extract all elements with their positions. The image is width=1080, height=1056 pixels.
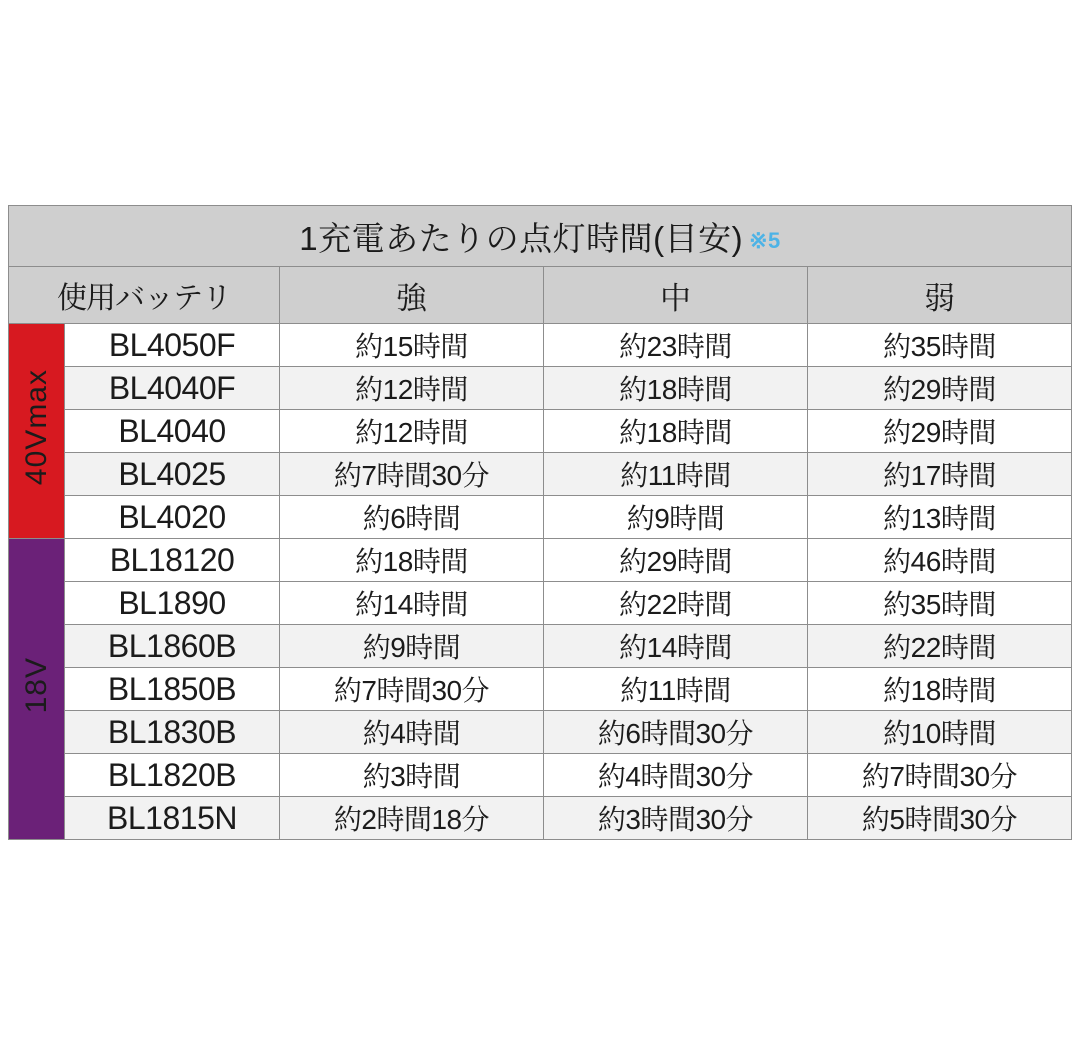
runtime-mid: 約6時間30分 [544,711,808,754]
runtime-mid: 約11時間 [544,668,808,711]
table-title-cell [9,206,1072,267]
runtime-mid: 約14時間 [544,625,808,668]
runtime-low: 約29時間 [808,410,1072,453]
runtime-high: 約3時間 [280,754,544,797]
table-header-row [9,267,1072,324]
runtime-mid: 約22時間 [544,582,808,625]
runtime-high: 約6時間 [280,496,544,539]
battery-model: BL4020 [65,496,280,539]
runtime-low: 約13時間 [808,496,1072,539]
battery-model: BL1820B [65,754,280,797]
battery-model: BL1850B [65,668,280,711]
table-row [9,711,1072,754]
table-title-row [9,206,1072,267]
runtime-low: 約7時間30分 [808,754,1072,797]
table-row [9,539,1072,582]
table-row [9,625,1072,668]
battery-model: BL1815N [65,797,280,840]
table-row [9,668,1072,711]
table-title-text: 1充電あたりの点灯時間(目安) [299,219,744,257]
table-row [9,324,1072,367]
table-row [9,410,1072,453]
header-mode-mid: 中 [544,267,808,324]
table-row [9,453,1072,496]
runtime-mid: 約23時間 [544,324,808,367]
lighting-time-table-wrap [8,205,1072,840]
runtime-low: 約5時間30分 [808,797,1072,840]
runtime-high: 約12時間 [280,367,544,410]
runtime-low: 約10時間 [808,711,1072,754]
header-mode-high: 強 [280,267,544,324]
runtime-low: 約35時間 [808,582,1072,625]
runtime-mid: 約9時間 [544,496,808,539]
header-battery: 使用バッテリ [9,267,280,324]
runtime-low: 約29時間 [808,367,1072,410]
battery-model: BL1860B [65,625,280,668]
runtime-high: 約7時間30分 [280,453,544,496]
runtime-high: 約7時間30分 [280,668,544,711]
runtime-low: 約18時間 [808,668,1072,711]
runtime-high: 約4時間 [280,711,544,754]
runtime-low: 約17時間 [808,453,1072,496]
runtime-mid: 約3時間30分 [544,797,808,840]
table-row [9,496,1072,539]
runtime-mid: 約18時間 [544,367,808,410]
battery-model: BL4050F [65,324,280,367]
battery-model: BL1890 [65,582,280,625]
runtime-high: 約2時間18分 [280,797,544,840]
battery-model: BL1830B [65,711,280,754]
runtime-high: 約15時間 [280,324,544,367]
runtime-low: 約46時間 [808,539,1072,582]
group-label-40vmax-text: 40Vmax [19,368,53,486]
runtime-high: 約14時間 [280,582,544,625]
group-label-18v-text: 18V [19,656,53,714]
group-label-18v [9,539,65,840]
runtime-mid: 約18時間 [544,410,808,453]
table-row [9,367,1072,410]
runtime-mid: 約4時間30分 [544,754,808,797]
runtime-mid: 約29時間 [544,539,808,582]
runtime-mid: 約11時間 [544,453,808,496]
group-label-40vmax [9,324,65,539]
battery-model: BL4025 [65,453,280,496]
runtime-low: 約35時間 [808,324,1072,367]
table-row [9,582,1072,625]
battery-model: BL4040 [65,410,280,453]
lighting-time-table [8,205,1072,840]
runtime-high: 約9時間 [280,625,544,668]
battery-model: BL18120 [65,539,280,582]
battery-model: BL4040F [65,367,280,410]
runtime-high: 約12時間 [280,410,544,453]
runtime-low: 約22時間 [808,625,1072,668]
footnote-marker: ※5 [749,227,781,253]
runtime-high: 約18時間 [280,539,544,582]
table-row [9,797,1072,840]
header-mode-low: 弱 [808,267,1072,324]
table-row [9,754,1072,797]
